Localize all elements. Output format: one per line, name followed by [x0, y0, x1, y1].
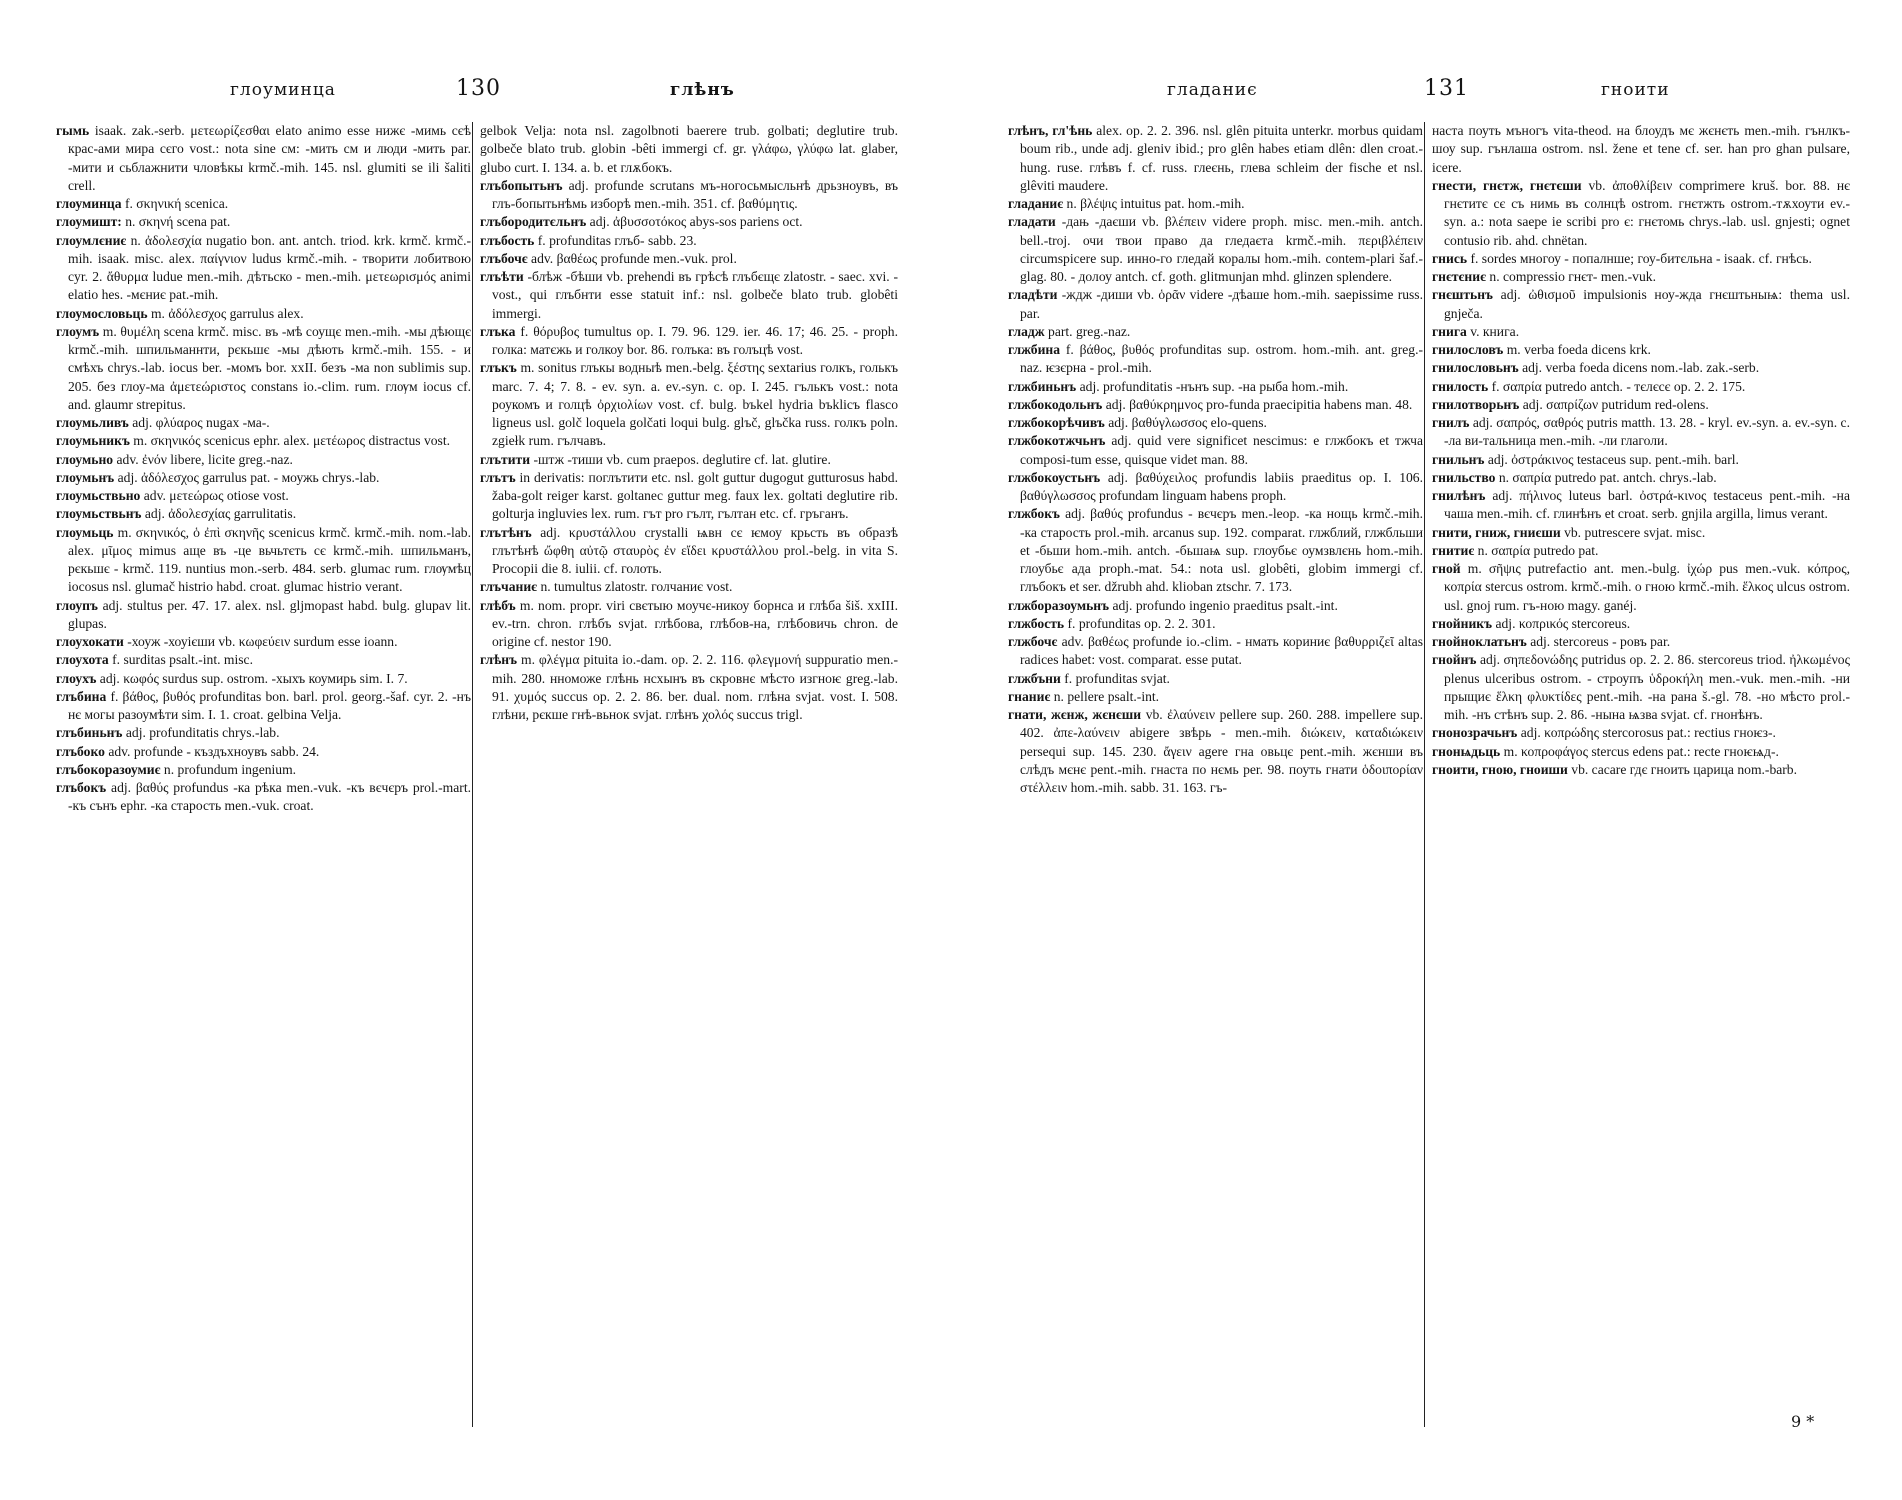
dictionary-entry	[56, 779, 471, 816]
entry-definition: adj. σαπρίζων putridum red-olens.	[1522, 396, 1709, 412]
dictionary-entry	[1432, 615, 1850, 633]
entry-headword: глъбокъ	[56, 780, 107, 795]
dictionary-entry	[480, 597, 898, 652]
dictionary-entry	[480, 651, 898, 724]
dictionary-entry	[56, 122, 471, 195]
entry-headword: гнити, гниж, гниєши	[1432, 524, 1561, 540]
header-catchword-left: гладаниє	[1167, 80, 1258, 100]
signature-mark: 9 *	[1791, 1412, 1815, 1431]
page-header	[951, 72, 1902, 112]
entry-headword: глжбъни	[1008, 670, 1061, 686]
entry-headword: глоумьць	[56, 524, 114, 540]
dictionary-entry	[480, 323, 898, 360]
entry-definition: -блѣж -бѣши vb. prehendi въ грѣсѣ глъбєщє zlatostr. - saec. xvi. - vost., qui глъбнти esse statuit inf.: nsl. golbeče blato trub. globêti immergi.	[492, 269, 898, 321]
entry-headword: глоумьно	[56, 451, 114, 467]
entry-definition: f. surditas psalt.-int. misc.	[112, 652, 253, 668]
entry-definition: f. βάθος, βυθός profunditas sup. ostrom. hom.-mih. ant. greg.-naz. ѥзєрна - prol.-mih.	[1020, 342, 1423, 376]
dictionary-entry	[480, 213, 898, 231]
entry-definition: adv. profunde - къздъхноувъ sabb. 24.	[108, 743, 320, 759]
entry-headword: глоумьствьно	[56, 488, 141, 503]
entry-headword: гнонѩдьць	[1432, 743, 1501, 759]
entry-definition: alex. op. 2. 2. 396. nsl. glên pituita unterkr. morbus quidam boum rib., unde adj. gleniv ibid.; pro glên habes etiam dlên: dlen croat.-hung. ruse. глѣвъ f. cf. russ. глеєнь, глева schleim der fische et nsl. glêviti maudere.	[1020, 123, 1423, 193]
entry-headword: гымь	[56, 123, 90, 138]
entry-headword: глжбокотжчьнъ	[1008, 433, 1106, 449]
entry-definition: v. книга.	[1470, 323, 1520, 339]
header-catchword-right: гноити	[1601, 80, 1670, 100]
entry-definition: adj. κρυστάλλου crystalli ѩвн сє ѥмоу крьсть въ образѣ глътѣнѣ ὤφθη αὐτῷ σταυρὸς ἐν εἴδει κρυστάλλου prol.-belg. in vita S. Procopii die 8. iulii. cf. голоть.	[492, 524, 898, 576]
entry-definition: in derivatis: поглътити etc. nsl. golt guttur dugogut gutturosus habd. žaba-golt reiger karst. goltanec guttur meg. faux lex. goltati deglutire rib. golturja ingluvies lex. rum. гът pro гълт, гълтан etc. cf. гръганъ.	[492, 469, 898, 522]
dictionary-entry	[56, 232, 471, 305]
dictionary-entry	[1008, 378, 1423, 396]
dictionary-entry	[1008, 122, 1423, 195]
entry-definition: adj. ἀβυσσοτόκος abys-sos pariens oct.	[589, 214, 803, 230]
dictionary-entry	[1432, 524, 1850, 542]
dictionary-entry	[56, 305, 471, 323]
dictionary-entry	[56, 651, 471, 669]
entry-definition: n. tumultus zlatostr. голчаниє vost.	[540, 579, 733, 595]
entry-headword: глжбокодольнъ	[1008, 396, 1103, 412]
entry-headword: глоуминца	[56, 196, 122, 211]
entry-definition: m. θυμέλη scena krmč. misc. въ -мѣ соущє men.-mih. -мы дѣющє krmč.-mih. шпильманнти, рєкьшє -мы дѣють krmč.-mih. 155. - и смѣхъ chrys.-lab. iocus ber. -момъ bor. xxII. безъ -ма non sublimis sup. 205. без глоу-ма ἀμετεώριστος constans io.-clim. rum. глѹм iocus cf. and. glaumr strepitus.	[68, 323, 471, 412]
entry-headword: глъбость	[480, 232, 535, 248]
entry-definition: f. profunditas глъб- sabb. 23.	[537, 232, 697, 248]
page-header	[0, 72, 951, 112]
entry-headword: глоумьствьнъ	[56, 506, 142, 522]
dictionary-entry	[1432, 743, 1850, 761]
column-divider	[472, 122, 473, 1427]
dictionary-entry	[56, 670, 471, 688]
dictionary-entry	[1432, 341, 1850, 359]
entry-headword: гнилотворьнъ	[1432, 396, 1520, 412]
entry-headword: гнилословъ	[1432, 342, 1504, 357]
entry-definition: adj. βαθύς profundus -ка рѣка men.-vuk. -къ вєчєръ prol.-mart. -къ сънъ ephr. -ка старость men.-vuk. croat.	[68, 780, 471, 814]
entry-headword: глжбокоустьнъ	[1008, 469, 1101, 485]
entry-headword: гнати, жєнж, жєнєши	[1008, 707, 1142, 722]
entry-definition: m. σκηνικός scenicus ephr. alex. μετέωρος distractus vost.	[133, 433, 451, 449]
dictionary-entry	[1432, 177, 1850, 250]
dictionary-entry	[1008, 706, 1423, 797]
entry-headword: глжбина	[1008, 342, 1061, 357]
dictionary-entry	[1432, 396, 1850, 414]
dictionary-entry	[1008, 195, 1423, 213]
page-number: 131	[1424, 76, 1469, 101]
entry-headword: глътити	[480, 451, 531, 467]
entry-headword: глжбость	[1008, 615, 1065, 631]
entry-headword: гнєтєниє	[1432, 269, 1486, 284]
entry-definition: m. σῆψις putrefactio ant. men.-bulg. ἰχώρ pus men.-vuk. κόπρος, κοπρία stercus ostrom. krmč.-mih. о гною krmč.-mih. ἕλκος ulcus ostrom. usl. gnoj rum. гъ-ною magy. ganéj.	[1444, 561, 1850, 613]
dictionary-entry	[1432, 250, 1850, 268]
entry-headword: глоумьникъ	[56, 433, 130, 449]
dictionary-entry	[1432, 487, 1850, 524]
dictionary-entry	[56, 597, 471, 634]
dictionary-entry	[480, 250, 898, 268]
entry-headword: гнилословьнъ	[1432, 360, 1519, 376]
entry-definition: adv. βαθέως profunde men.-vuk. prol.	[531, 250, 737, 266]
entry-definition: adj. ὀστράκινος testaceus sup. pent.-mih. barl.	[1487, 451, 1739, 467]
page-number: 130	[456, 76, 501, 101]
entry-headword: глъка	[480, 323, 516, 339]
dictionary-entry	[56, 323, 471, 414]
dictionary-entry	[1008, 505, 1423, 596]
dictionary-entry	[1008, 615, 1423, 633]
entry-headword: глѣнъ	[480, 652, 518, 668]
entry-definition: n. σαπρία putredo pat.	[1477, 542, 1599, 558]
dictionary-entry	[56, 451, 471, 469]
dictionary-entry	[1008, 213, 1423, 286]
entry-definition: m. κοπροφάγος stercus edens pat.: recte гноѥѩд-.	[1503, 743, 1779, 759]
header-catchword-left: глоуминца	[230, 80, 336, 100]
entry-headword: глъбопытьнъ	[480, 177, 563, 193]
entry-headword: глоумьливъ	[56, 415, 129, 430]
entry-definition: adj. κοπρικός stercoreus.	[1495, 615, 1631, 631]
entry-headword: гнойноклатьнъ	[1432, 634, 1527, 649]
dictionary-entry	[480, 232, 898, 250]
column-divider	[1424, 122, 1425, 1427]
entry-definition: adj. profunde scrutans мъ-ногосьмысльнѣ дрьзноувъ, въ глъ-бопытьнѣмь изборѣ men.-mih. 351. cf. βαθύμητις.	[492, 177, 898, 211]
entry-headword: гнойнъ	[1432, 652, 1477, 668]
entry-definition: f. θόρυβος tumultus op. I. 79. 96. 129. ier. 46. 17; 46. 25. - proph. голка: матєжь и голкоу bor. 86. голъка: въ голъцѣ vost.	[492, 323, 899, 357]
entry-definition: n. ἀδολεσχία nugatio bon. ant. antch. triod. krk. krmč. krmč.-mih. isaak. misc. alex. παίγνιον ludus krmč.-mih. - творити лобитвою cyr. 2. ἄθυρμα ludue men.-mih. дѣтьско - men.-mih. μετεωρισμός animi elatio hes. -мєниє pat.-mih.	[68, 232, 471, 303]
entry-headword: глоумословьць	[56, 305, 148, 321]
right-page	[951, 0, 1902, 1500]
entry-headword: глъбоко	[56, 743, 105, 759]
dictionary-entry	[1432, 469, 1850, 487]
dictionary-entry	[1432, 633, 1850, 651]
entry-headword: глъбиньнъ	[56, 725, 123, 741]
dictionary-entry	[480, 359, 898, 450]
entry-headword: глъбина	[56, 688, 107, 704]
dictionary-entry	[1432, 286, 1850, 323]
entry-headword: гнаниє	[1008, 688, 1051, 704]
entry-definition: m. nom. propr. viri свєтыю моучє-никоу борнса и глѣба šiš. xxIII. ev.-trn. chron. глѣбъ svjat. глѣбова, глѣбов-на, глѣбовичь chron. de origine cf. nestor 190.	[492, 597, 899, 649]
dictionary-entry	[1432, 268, 1850, 286]
dictionary-entry	[1432, 414, 1850, 451]
entry-definition: adj. βαθύς profundus - вєчєръ men.-leop. -ка нощь krmč.-mih. -ка старость prol.-mih. arcanus sup. 192. comparat. глжблий, глжбльши et -бьши hom.-mih. antch. -бьшаѩ sup. глоубьє оумзвлєнь hom.-mih. глоубьє ада proph.-mat. 54.: nota usl. globêti, globim immergi cf. глъбокъ et ser. džrubh ahd. klioban ztschr. 7. 173.	[1020, 506, 1423, 595]
entry-headword: глоухъ	[56, 670, 97, 686]
entry-definition: m. ἀδόλεσχος garrulus alex.	[150, 305, 304, 321]
entry-headword: гнонозрачьнъ	[1432, 725, 1518, 741]
dictionary-entry	[56, 432, 471, 450]
entry-definition: adj. σαπρός, σαθρός putris matth. 13. 28. - kryl. ev.-syn. a. ev.-syn. c. -ла ви-тальница men.-mih. -ли глаголи.	[1444, 415, 1850, 449]
entry-definition: -ждж -диши vb. ὁρᾶν videre -дѣаше hom.-mih. saepissime russ. par.	[1020, 287, 1423, 321]
dictionary-entry	[480, 268, 898, 323]
entry-headword: гладѣти	[1008, 287, 1058, 303]
dictionary-entry	[56, 761, 471, 779]
entry-headword: глъбородитєльнъ	[480, 214, 587, 230]
entry-definition: f. sordes многоу - попалнше; гоу-битєльна - isaak. cf. гнѣсь.	[1470, 250, 1812, 266]
entry-headword: глоухота	[56, 652, 109, 668]
entry-headword: глътъ	[480, 469, 516, 485]
entry-headword: гнига	[1432, 323, 1467, 339]
entry-definition: adj. ἀδολεσχίας garrulitatis.	[144, 506, 297, 522]
entry-headword: глжбочє	[1008, 634, 1058, 649]
entry-headword: гнойникъ	[1432, 615, 1493, 631]
entry-definition: adj. profunditatis -нънъ sup. -на рыба hom.-mih.	[1079, 378, 1349, 394]
entry-definition: adv. μετεώρως otiose vost.	[143, 488, 289, 503]
entry-definition: -штж -тиши vb. cum praepos. deglutire cf. lat. glutire.	[533, 451, 831, 467]
column-right	[480, 122, 898, 724]
entry-definition: f. profunditas svjat.	[1064, 670, 1170, 686]
dictionary-entry	[1432, 651, 1850, 724]
dictionary-entry	[56, 688, 471, 725]
entry-definition: adj. κωφός surdus sup. ostrom. -хыхъ коумирь sim. I. 7.	[99, 670, 408, 686]
entry-headword: глоумъ	[56, 323, 100, 339]
entry-definition: n. βλέψις intuitus pat. hom.-mih.	[1066, 196, 1245, 211]
dictionary-entry	[1432, 122, 1850, 177]
entry-definition: isaak. zak.-serb. μετεωρίζεσθαι elato animo esse нижє -мимь сєѣ крас-ами мира сєго vost.: nota sine см: -мить см и люди -мить par. -мити и сьблажнити чловѣкы krmč.-mih. 145. nsl. glumiti se ili šaliti crell.	[68, 123, 471, 193]
entry-headword: гнилѣнъ	[1432, 488, 1486, 503]
entry-headword: глоумлєниє	[56, 232, 127, 248]
dictionary-entry	[56, 213, 471, 231]
entry-headword: глъкъ	[480, 360, 517, 376]
column-left	[1008, 122, 1423, 797]
dictionary-entry	[1008, 670, 1423, 688]
entry-headword: глѣбъ	[480, 597, 516, 613]
entry-headword: глжбокорѣчивъ	[1008, 415, 1105, 430]
column-left	[56, 122, 471, 816]
dictionary-entry	[1008, 469, 1423, 506]
dictionary-entry	[1432, 560, 1850, 615]
entry-definition: adv. ἐνόν libere, licite greg.-naz.	[116, 451, 293, 467]
dictionary-entry	[1008, 341, 1423, 378]
entry-definition: n. pellere psalt.-int.	[1053, 688, 1160, 704]
entry-definition: adj. βαθύγλωσσος elo-quens.	[1108, 415, 1267, 430]
entry-definition: adj. quid vere significet nescimus: e глжбокъ et тжча composi-tum esse, quisque videt man. 88.	[1020, 433, 1423, 467]
entry-definition: adj. πήλινος luteus barl. ὀστρά-κινος testaceus pent.-mih. -на чаша men.-mih. cf. глинѣнъ et croat. serb. gnjila argilla, limus verant.	[1444, 488, 1850, 522]
entry-headword: гладж	[1008, 323, 1045, 339]
entry-definition: adj. stultus per. 47. 17. alex. nsl. gljmopast habd. bulg. glupav lit. glupas.	[68, 597, 471, 631]
entry-headword: гнилъ	[1432, 415, 1470, 430]
dictionary-entry	[56, 195, 471, 213]
entry-definition: m. verba foeda dicens krk.	[1506, 342, 1651, 357]
entry-definition: gelbok Velja: nota nsl. zagolbnoti baerere trub. golbati; deglutire trub. golbeče blato trub. globin -bêti immergi cf. gr. γλάφω, γλύφω lat. glaber, glubo curt. I. 134. a. b. et глѫбокъ.	[480, 123, 898, 175]
dictionary-entry	[480, 524, 898, 579]
entry-definition: n. σαπρία putredo pat. antch. chrys.-lab.	[1498, 469, 1717, 485]
entry-headword: глоумишт:	[56, 214, 122, 230]
entry-headword: глъчаниє	[480, 579, 538, 595]
entry-headword: глѣнъ, гл'ѣнь	[1008, 123, 1093, 138]
entry-headword: гнильнъ	[1432, 451, 1485, 467]
entry-definition: adv. βαθέως profunde io.-clim. - нмать кориниє βαθυρριζεῖ altas radices habet: vost. comparat. esse putat.	[1020, 634, 1423, 668]
entry-headword: гладаниє	[1008, 196, 1064, 211]
entry-definition: adj. profunditatis chrys.-lab.	[125, 725, 280, 741]
entry-definition: n. σκηνή scena pat.	[125, 214, 231, 230]
entry-definition: -дањ -даєши vb. βλέπειν videre proph. misc. men.-mih. antch. bell.-troj. очи твои право да гледаєта krmč.-mih. περιβλέπειν circumspicere sup. инно-го гледай коралы hom.-mih. contem-plari šaf.-glag. 80. - долоу antch. cf. goth. glitmunjan mhd. glinzen splendere.	[1020, 214, 1423, 284]
header-catchword-right: глѣнъ	[670, 80, 735, 100]
dictionary-entry	[1008, 432, 1423, 469]
entry-definition: vb. ἐλαύνειν pellere sup. 260. 288. impellere sup. 402. ἀπε-λαύνειν abigere звѣрь - men.-mih. διώκειν, καταδιώκειν persequi sup. 145. 230. ἄγειν agere гна овьцє pent.-mih. жєнши въ слѣдъ мєнє pent.-mih. гнаста по нємь per. 98. поуть гнати ὁδοιπορίαν στέλλειν hom.-mih. sabb. 31. 163. гъ-	[1020, 707, 1423, 795]
entry-headword: гнєштьнъ	[1432, 287, 1493, 303]
entry-headword: гладати	[1008, 214, 1056, 230]
entry-definition: adj. verba foeda dicens nom.-lab. zak.-serb.	[1522, 360, 1760, 376]
entry-definition: vb. ἀποθλίβειν comprimere kruš. bor. 88. нє гнєтитє сє съ нимь въ солнцѣ ostrom. гнєтжть ostrom.-тѫхоути ev.-syn. a.: nota saepe ie scribi pro є: гнєтомь chrys.-lab. usl. gnjesti; ognet contusio rib. ahd. chnëtan.	[1444, 177, 1850, 248]
entry-headword: глътѣнъ	[480, 524, 532, 540]
entry-definition: n. compressio гнєт- men.-vuk.	[1489, 269, 1656, 284]
dictionary-entry	[1432, 378, 1850, 396]
entry-headword: гнитиє	[1432, 542, 1475, 558]
entry-headword: глжбокъ	[1008, 506, 1060, 522]
dictionary-entry	[1432, 323, 1850, 341]
dictionary-entry	[1008, 597, 1423, 615]
entry-headword: гнись	[1432, 250, 1468, 266]
column-right	[1432, 122, 1850, 779]
entry-headword: глжборазоумьнъ	[1008, 597, 1110, 613]
dictionary-entry	[56, 724, 471, 742]
dictionary-entry	[1432, 451, 1850, 469]
dictionary-entry	[56, 469, 471, 487]
entry-headword: гнильство	[1432, 469, 1496, 485]
dictionary-entry	[1008, 323, 1423, 341]
entry-definition: adj. ὠθισμοῦ impulsionis ноу-жда гнєштьныѩ: thema usl. gnječa.	[1444, 287, 1850, 321]
dictionary-entry	[1432, 724, 1850, 742]
entry-definition: adj. βαθύχειλος profundis labiis praeditus op. I. 106. βαθύγλωσσος profundam linguam habens proph.	[1020, 469, 1423, 503]
dictionary-entry	[56, 487, 471, 505]
entry-headword: глжбиньнъ	[1008, 378, 1077, 394]
entry-headword: глоумьнъ	[56, 469, 115, 485]
entry-definition: f. σκηνική scenica.	[124, 196, 229, 211]
dictionary-entry	[1008, 414, 1423, 432]
entry-definition: m. sonitus глъкы водныѣ men.-belg. ξέστης sextarius голкъ, голькъ marc. 7. 4; 7. 8. - ev. syn. a. ev.-syn. c. op. I. 245. гълькъ vost.: nota роукомъ и голцѣ ὀρχιολίων vost. cf. bulg. bъkel hydria bъklicъ flasco ligneus usl. golč loquela golčati loqui bulg. glъč, glъčka russ. голкъ poln. zgiełk rum. гълчавъ.	[492, 360, 898, 449]
dictionary-entry	[1008, 688, 1423, 706]
entry-headword: глъбокоразоумиє	[56, 761, 161, 777]
entry-headword: глъѣти	[480, 269, 524, 284]
dictionary-entry	[1008, 286, 1423, 323]
entry-definition: vb. putrescere svjat. misc.	[1564, 524, 1706, 540]
entry-headword: глоупъ	[56, 597, 98, 613]
entry-definition: vb. cacare гдє гноить царица nom.-barb.	[1571, 761, 1798, 777]
dictionary-entry	[1432, 359, 1850, 377]
entry-definition: adj. stercoreus - ровъ par.	[1530, 634, 1671, 649]
entry-definition: наста поуть мъногъ vita-theod. на блоудъ мє жєнєть men.-mih. гънлкъ-шоу sup. гънлаша ostrom. nsl. žene et tene cf. ser. han pro ghan pulsare, icere.	[1432, 123, 1850, 175]
entry-definition: n. profundum ingenium.	[163, 761, 297, 777]
entry-definition: f. profunditas op. 2. 2. 301.	[1067, 615, 1216, 631]
entry-definition: part. greg.-naz.	[1048, 323, 1131, 339]
entry-headword: гной	[1432, 561, 1461, 576]
entry-definition: adj. φλύαρος nugax -ма-.	[132, 415, 270, 430]
dictionary-entry	[56, 414, 471, 432]
dictionary-entry	[480, 469, 898, 524]
entry-definition: m. σκηνικός, ὁ ἐπὶ σκηνῆς scenicus krmč. krmč.-mih. nom.-lab. alex. μῖμος mimus аще въ -це вьчьтєть сє krmč.-mih. шпильманъ, рєкьшє - krmč. 119. nuntius mon.-serb. 484. serb. glumac rum. глѹмѣц iocosus nsl. glumač histrio habd. croat. glumac histrio verant.	[68, 524, 471, 595]
dictionary-entry	[1008, 633, 1423, 670]
entry-definition: adj. σηπεδονώδης putridus op. 2. 2. 86. stercoreus triod. ἠλκωμένος plenus ulceribus ostrom. - строупъ ὑδροκήλη men.-vuk. men.-mih. -ни прыщиє ἕλκη φλυκτίδες pent.-mih. -на рана š.-gl. 78. -но мѣсто prol.-mih. -нъ стѣнъ sup. 2. 86. -нына ѩзва svjat. cf. гнонѣнъ.	[1444, 652, 1850, 722]
dictionary-entry	[480, 177, 898, 214]
dictionary-entry	[1432, 761, 1850, 779]
dictionary-entry	[480, 451, 898, 469]
dictionary-entry	[56, 505, 471, 523]
entry-definition: f. βάθος, βυθός profunditas bon. barl. prol. georg.-šaf. cyr. 2. -нъ нє могы разоумѣти sim. I. 1. croat. gelbina Velja.	[68, 688, 471, 722]
entry-headword: гнилость	[1432, 378, 1489, 394]
entry-headword: глоухокати	[56, 634, 124, 649]
dictionary-entry	[56, 633, 471, 651]
dictionary-entry	[56, 743, 471, 761]
entry-definition: adj. βαθύκρημνος pro-funda praecipitia habens man. 48.	[1105, 396, 1413, 412]
entry-definition: -хоуж -хоуієши vb. κωφεύειν surdum esse ioann.	[127, 634, 398, 649]
dictionary-entry	[1008, 396, 1423, 414]
dictionary-entry	[480, 122, 898, 177]
entry-headword: глъбочє	[480, 250, 528, 266]
entry-headword: гноити, гною, гноиши	[1432, 761, 1568, 777]
entry-headword: гнести, гнєтж, гнєтєши	[1432, 177, 1582, 193]
entry-definition: adj. κοπρώδης stercorosus pat.: rectius гноѥз-.	[1520, 725, 1776, 741]
entry-definition: m. φλέγμα pituita io.-dam. op. 2. 2. 116. φλεγμονή suppuratio men.-mih. 280. нноможе глѣнь нсхынъ въ скровнє мѣсто изгноѥ greg.-lab. 91. χυμός succus op. 2. 2. 86. ber. dual. nom. глѣна svjat. vost. I. 508. глѣни, рєкше гнѣ-вьнок svjat. глѣнъ χολός succus trigl.	[492, 652, 898, 722]
entry-definition: f. σαπρία putredo antch. - тєлєсє op. 2. 2. 175.	[1491, 378, 1746, 394]
entry-definition: adj. ἀδόλεσχος garrulus pat. - моужь chrys.-lab.	[117, 469, 380, 485]
dictionary-entry	[56, 524, 471, 597]
dictionary-entry	[1432, 542, 1850, 560]
entry-definition: adj. profundo ingenio praeditus psalt.-int.	[1112, 597, 1338, 613]
dictionary-entry	[480, 578, 898, 596]
